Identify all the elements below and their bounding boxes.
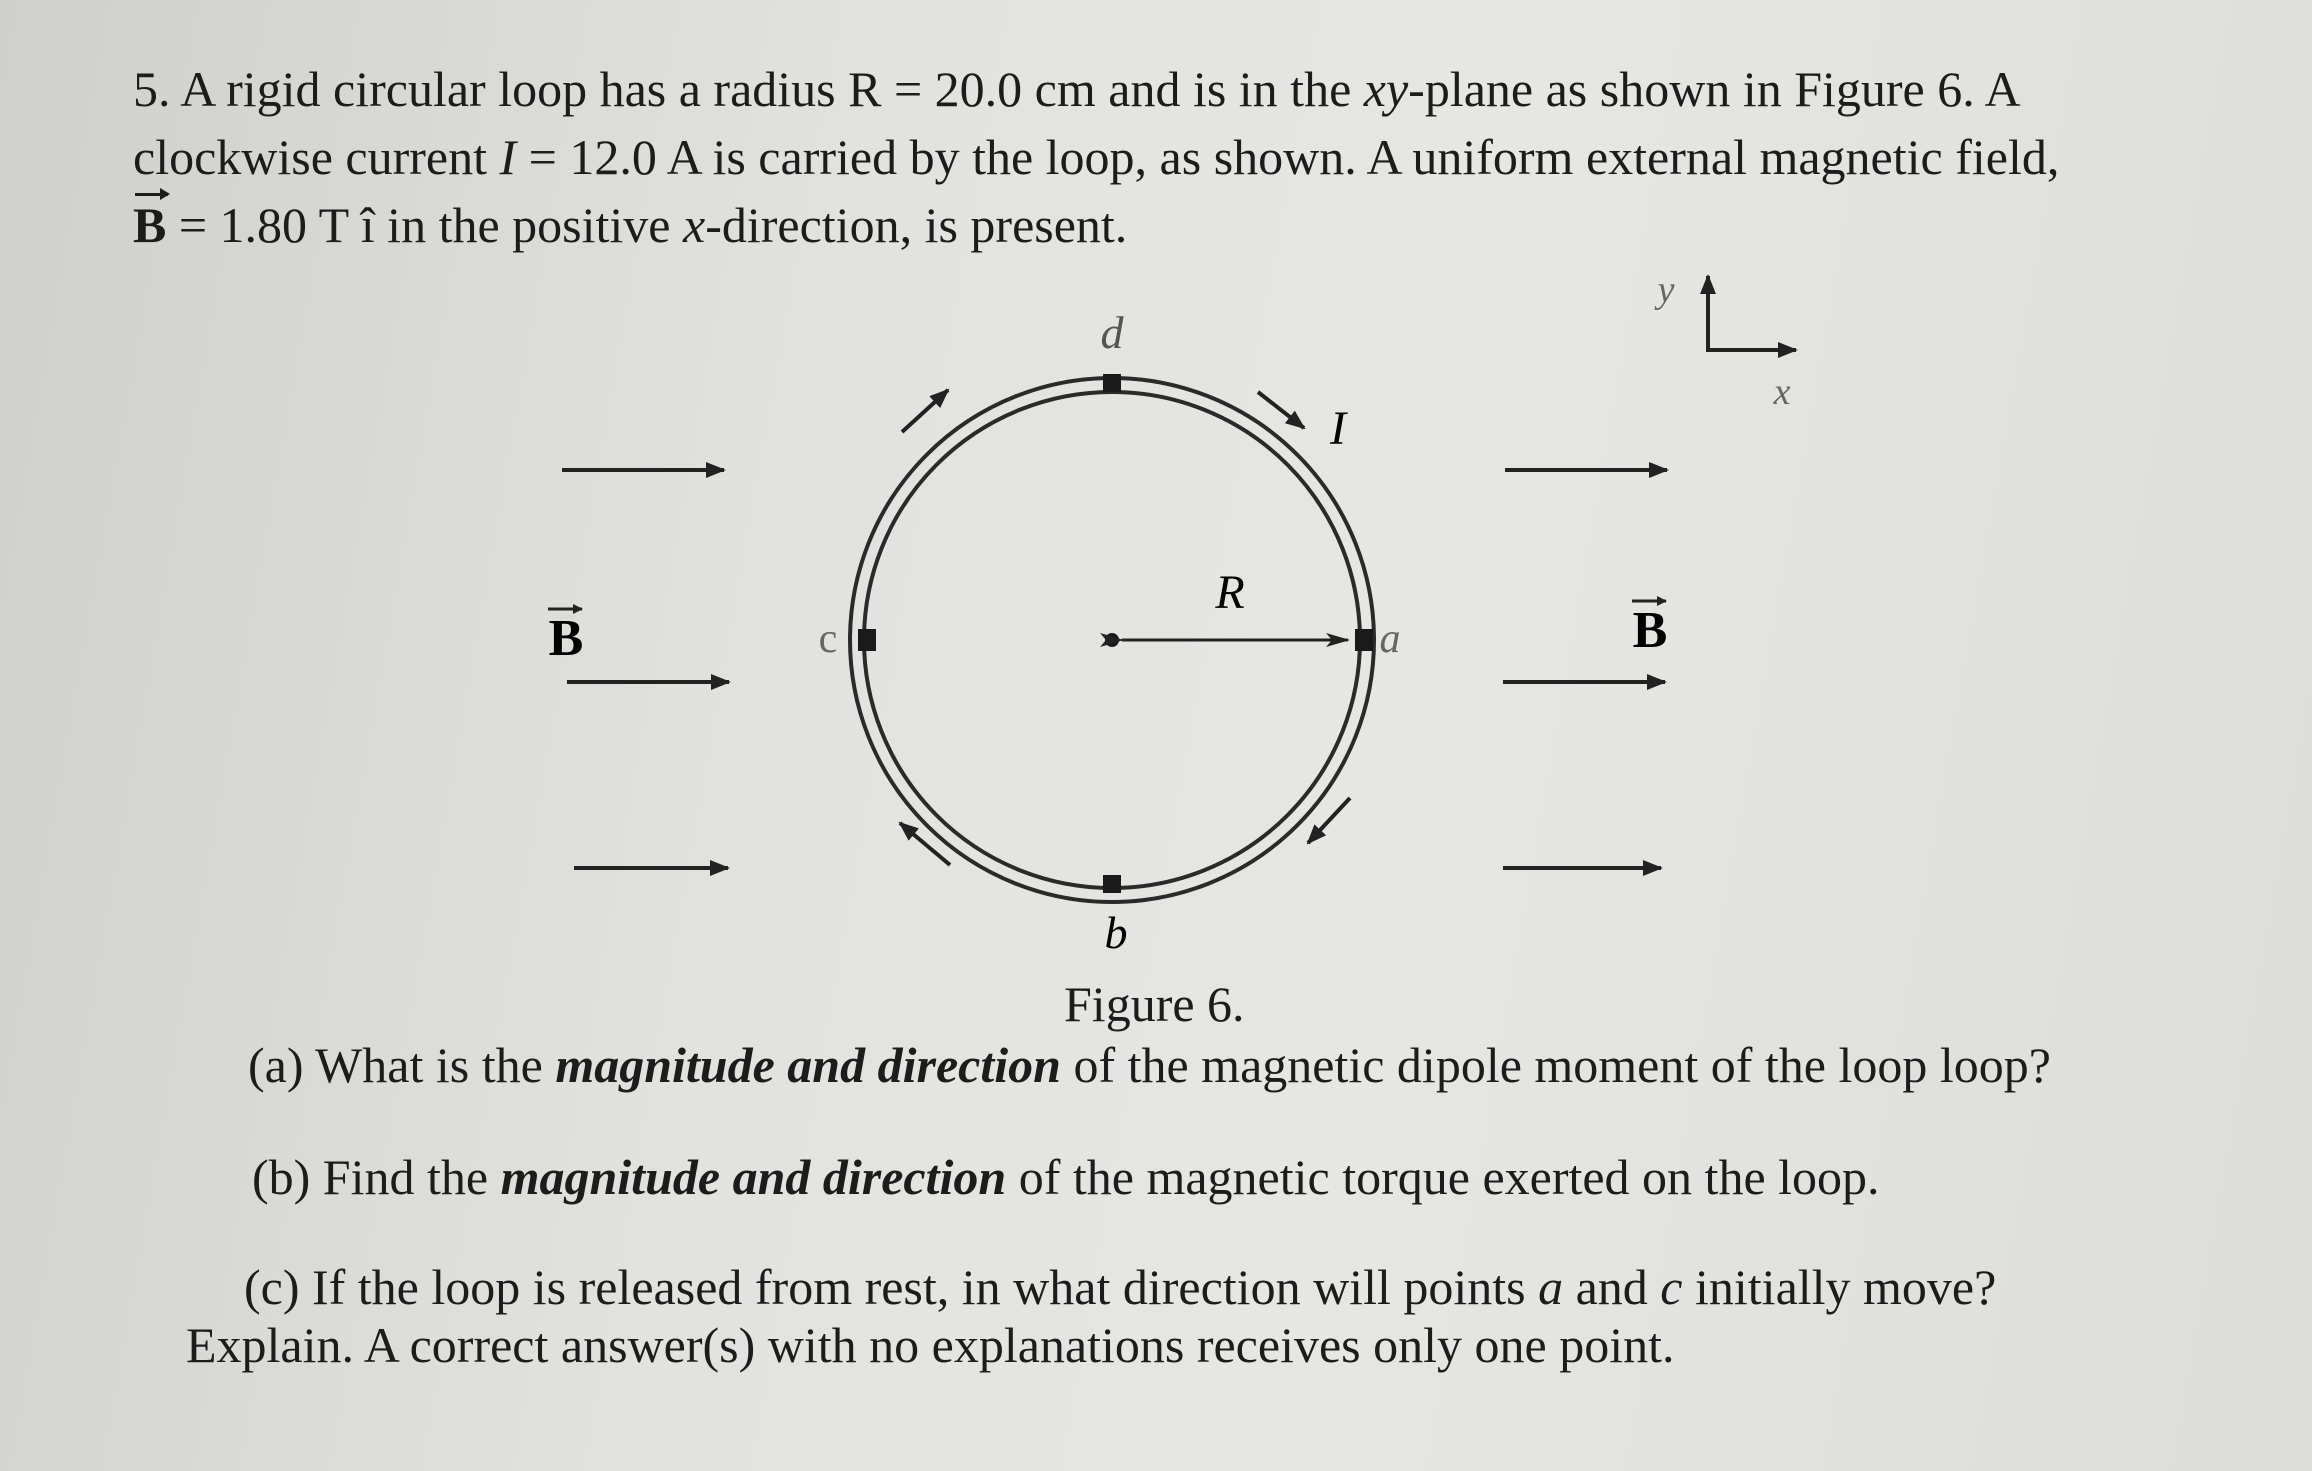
- problem-number: 5.: [133, 61, 171, 117]
- point-d-marker: [1103, 374, 1121, 392]
- label-c: c: [818, 616, 838, 662]
- label-I: I: [1330, 402, 1346, 455]
- current-arrow-bottom-left: [900, 823, 950, 865]
- point-b-marker: [1103, 875, 1121, 893]
- problem-line-1: 5. A rigid circular loop has a radius R = 20.0 cm and is in the xy-plane as shown in Figure 6. A: [133, 61, 2021, 117]
- label-a: a: [1379, 616, 1401, 662]
- question-b: (b) Find the magnitude and direction of the magnetic torque exerted on the loop.: [252, 1149, 1880, 1205]
- label-R: R: [1215, 566, 1245, 619]
- question-a: (a) What is the magnitude and direction of the magnetic dipole moment of the loop loop?: [248, 1037, 2051, 1093]
- b-field-label-left: B: [548, 610, 584, 667]
- current-arrow-top-left: [902, 390, 948, 432]
- axis-label-y: y: [1657, 269, 1675, 311]
- question-c-line-2: Explain. A correct answer(s) with no explanations receives only one point.: [186, 1317, 1675, 1373]
- question-c-line-1: (c) If the loop is released from rest, in what direction will points a and c initially move?: [244, 1259, 1997, 1315]
- question-c: [186, 1258, 1996, 1374]
- current-arrow-top-right: [1258, 392, 1304, 428]
- b-vector-symbol: B: [133, 191, 166, 259]
- loop-center-dot: [1105, 633, 1119, 647]
- point-c-marker: [858, 629, 876, 651]
- figure-caption: Figure 6.: [1064, 976, 1245, 1032]
- problem-line-3: B = 1.80 T î in the positive x-direction, is present.: [133, 191, 2059, 259]
- b-field-label-right: B: [1632, 602, 1668, 659]
- label-d: d: [1100, 307, 1124, 358]
- problem-line-2: clockwise current I = 12.0 A is carried by the loop, as shown. A uniform external magnetic field,: [133, 129, 2060, 185]
- axis-label-x: x: [1773, 371, 1791, 413]
- point-a-marker: [1355, 629, 1373, 651]
- label-b: b: [1104, 907, 1128, 958]
